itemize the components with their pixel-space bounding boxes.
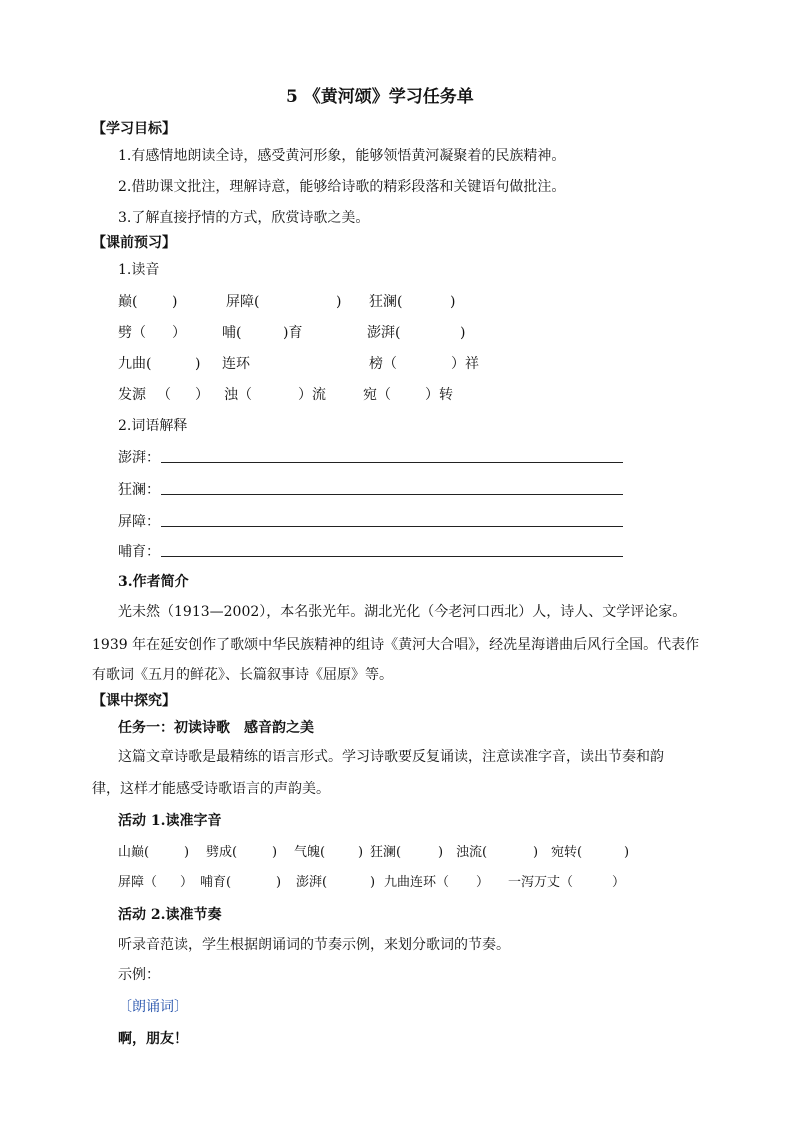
task-heading: 任务一：初读诗歌 感音韵之美	[118, 720, 314, 736]
pronounce-word: ）转	[425, 387, 453, 403]
pronounce-word: 澎湃(	[367, 325, 401, 341]
author-heading: 3.作者简介	[118, 574, 189, 590]
vocab-term: 哺育：	[118, 544, 160, 560]
word-item: )	[438, 845, 444, 860]
pronounce-word: 狂澜(	[369, 294, 403, 310]
author-text: 光未然（1913—2002），本名张光年。湖北光化（今老河口西北）人，诗人、文学评论家。	[118, 604, 687, 620]
word-item: 劈成(	[206, 845, 238, 860]
vocab-term: 屏障：	[118, 514, 160, 530]
pronounce-word: 浊（	[224, 387, 252, 403]
pronounce-word: ）流	[298, 387, 326, 403]
author-text: 1939 年在延安创作了歌颂中华民族精神的组诗《黄河大合唱》，经冼星海谱曲后风行全国。代表作	[92, 637, 700, 653]
answer-line[interactable]	[161, 494, 623, 495]
pronounce-word: )	[172, 294, 178, 310]
vocab-term: 澎湃：	[118, 450, 160, 466]
pronounce-word: )	[336, 294, 342, 310]
word-item: )	[370, 875, 376, 890]
word-item: ）	[180, 875, 194, 890]
word-item: 一泻万丈（	[508, 875, 574, 890]
word-item: )	[272, 845, 278, 860]
answer-line[interactable]	[161, 462, 623, 463]
word-item: ）	[476, 875, 490, 890]
word-item: )	[184, 845, 190, 860]
recite-label: 〔朗诵词〕	[118, 999, 188, 1015]
pronounce-word: ）祥	[451, 356, 479, 372]
word-item: )	[624, 845, 630, 860]
pronounce-heading: 1.读音	[118, 262, 160, 278]
pronounce-word: ）	[172, 325, 186, 341]
goal-item: 1.有感情地朗读全诗，感受黄河形象，能够领悟黄河凝聚着的民族精神。	[118, 148, 566, 164]
word-item: )	[533, 845, 539, 860]
pronounce-word: )	[195, 356, 201, 372]
pronounce-word: 劈（	[118, 325, 146, 341]
pronounce-word: 屏障(	[226, 294, 260, 310]
word-item: 狂澜(	[370, 845, 402, 860]
example-label: 示例：	[118, 967, 160, 983]
section-explore-heading: 【课中探究】	[92, 693, 176, 709]
word-item: 屏障（	[118, 875, 158, 890]
activity-text: 听录音范读，学生根据朗诵词的节奏示例，来划分歌词的节奏。	[118, 937, 510, 953]
word-item: )	[358, 845, 364, 860]
author-text: 有歌词《五月的鲜花》、长篇叙事诗《屈原》等。	[92, 667, 393, 683]
task-intro: 律，这样才能感受诗歌语言的声韵美。	[92, 781, 330, 797]
page-title: 5 《黄河颂》学习任务单	[286, 87, 474, 107]
pronounce-word: 宛（	[363, 387, 391, 403]
pronounce-word: （	[157, 387, 171, 403]
pronounce-word: 发源	[118, 387, 146, 403]
pronounce-word: 榜（	[369, 356, 397, 372]
word-item: 澎湃(	[296, 875, 328, 890]
pronounce-word: )育	[283, 325, 303, 341]
section-preview-heading: 【课前预习】	[92, 235, 176, 251]
answer-line[interactable]	[161, 526, 623, 527]
word-item: 宛转(	[551, 845, 583, 860]
goal-item: 3.了解直接抒情的方式，欣赏诗歌之美。	[118, 210, 370, 226]
word-item: )	[276, 875, 282, 890]
task-intro: 这篇文章诗歌是最精练的语言形式。学习诗歌要反复诵读，注意读准字音，读出节奏和韵	[118, 749, 664, 765]
word-item: ）	[612, 875, 626, 890]
word-item: 九曲连环（	[384, 875, 450, 890]
vocab-term: 狂澜：	[118, 482, 160, 498]
goal-item: 2.借助课文批注，理解诗意，能够给诗歌的精彩段落和关键语句做批注。	[118, 179, 566, 195]
word-item: 浊流(	[456, 845, 488, 860]
word-item: 哺育(	[200, 875, 232, 890]
section-goals-heading: 【学习目标】	[92, 121, 176, 137]
activity-heading: 活动 2.读准节奏	[118, 907, 222, 923]
pronounce-word: 巅(	[118, 294, 138, 310]
pronounce-word: )	[450, 294, 456, 310]
answer-line[interactable]	[161, 556, 623, 557]
pronounce-word: )	[460, 325, 466, 341]
pronounce-word: 九曲(	[118, 356, 152, 372]
activity-heading: 活动 1.读准字音	[118, 813, 222, 829]
vocab-heading: 2.词语解释	[118, 418, 188, 434]
pronounce-word: 哺(	[222, 325, 242, 341]
pronounce-word: ）	[195, 387, 209, 403]
word-item: 山巅(	[118, 845, 150, 860]
poem-line: 啊，朋友！	[118, 1031, 188, 1047]
pronounce-word: 连环	[222, 356, 250, 372]
word-item: 气魄(	[294, 845, 326, 860]
